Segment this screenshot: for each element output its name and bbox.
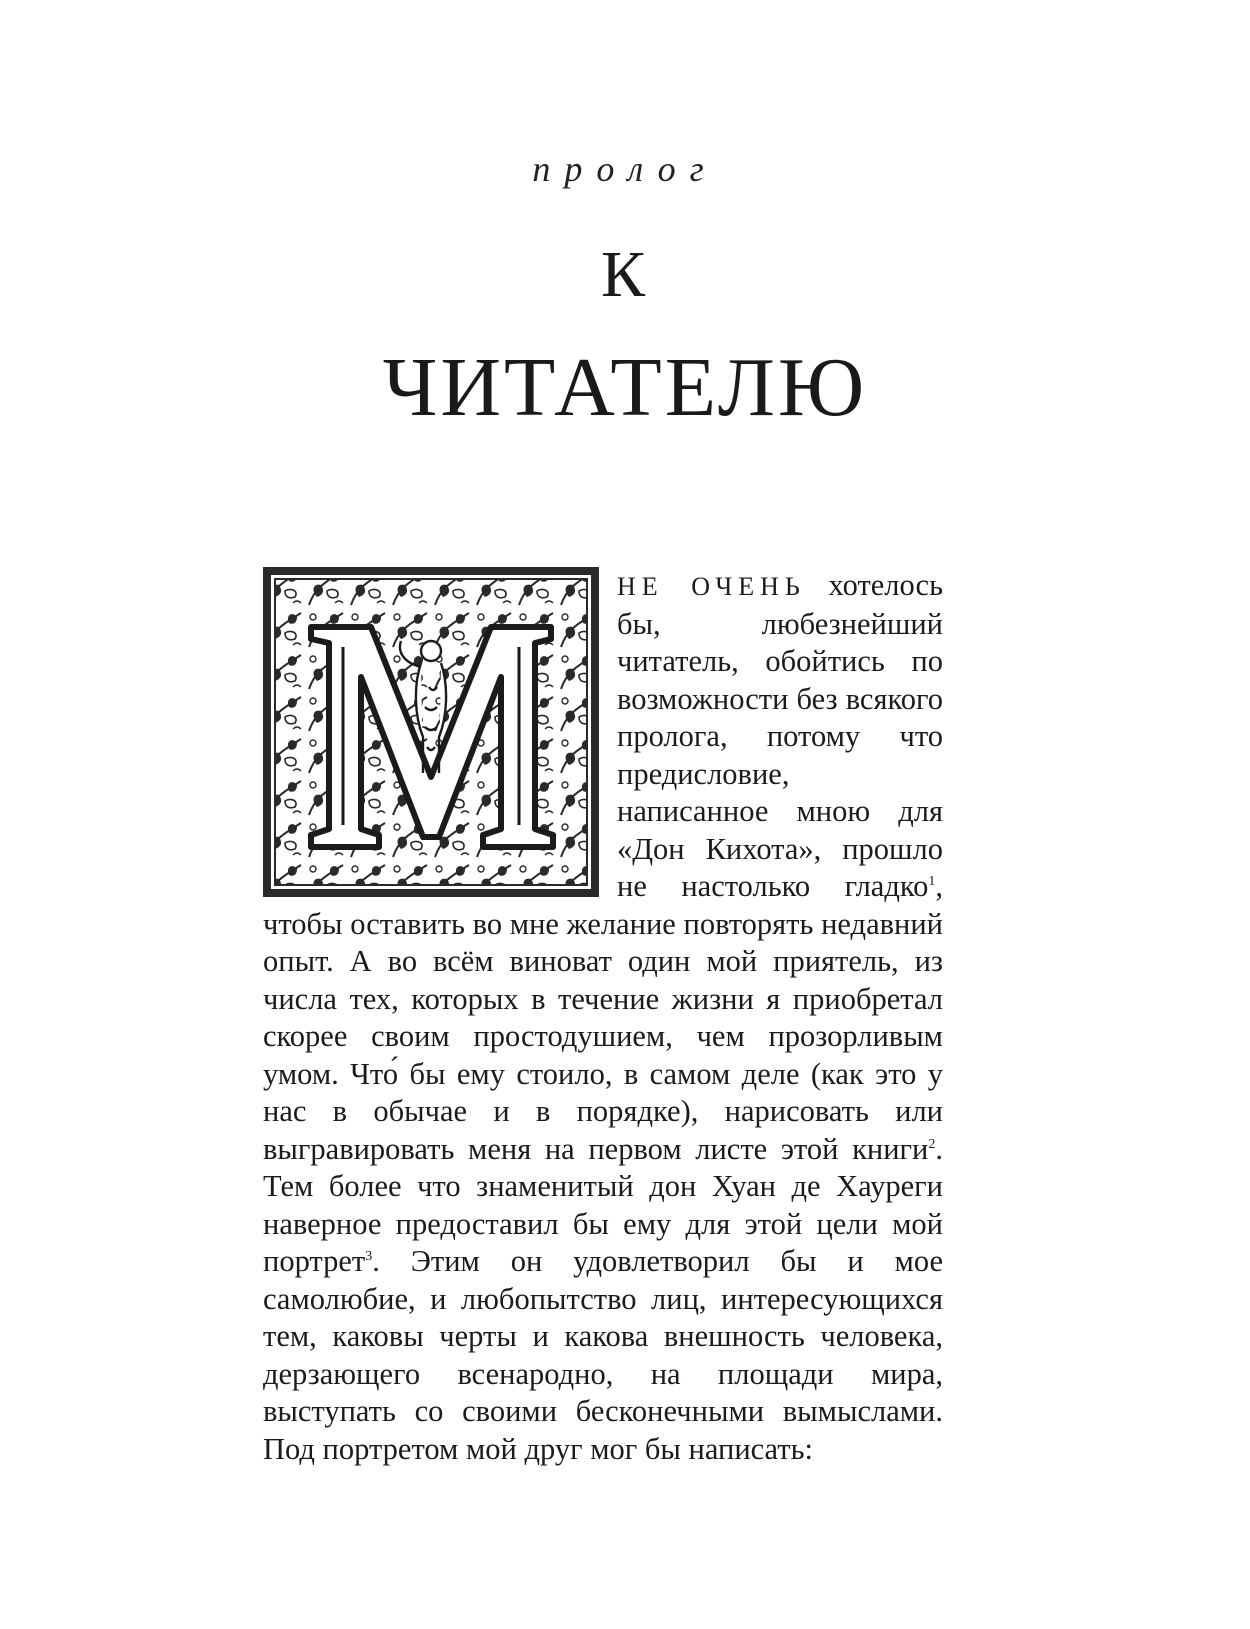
opening-small-caps: НЕ ОЧЕНЬ — [617, 572, 806, 601]
paragraph-segment-1: хотелось бы, любезнейший читатель, обойтись по возможности без всякого пролога, потому что предисловие, написанное мною для «Дон Кихота», прошло не настолько гладко — [617, 568, 943, 903]
ornamental-dropcap — [263, 567, 599, 897]
section-kicker: пролог — [532, 149, 718, 189]
ornamental-dropcap-icon — [263, 567, 599, 897]
footnote-marker-2: 2 — [928, 1136, 936, 1152]
chapter-title — [0, 238, 1250, 434]
footnote-marker-1: 1 — [928, 873, 936, 889]
prologue-text-block — [263, 567, 943, 1468]
chapter-title-line-1: К — [600, 238, 650, 311]
paragraph-segment-4: . Этим он удовлетворил бы и мое самолюбие, и любопытство лиц, интересующихся тем, каковы черты и какова внешность человека, дерзающего всенародно, на площади мира, выступать со своими бесконечными вымыслами. Под портретом мой друг мог бы написать: — [263, 1244, 943, 1466]
footnote-marker-3: 3 — [365, 1248, 373, 1264]
paragraph-segment-2: , чтобы оставить во мне желание повторять недавний опыт. А во всём виноват один мой приятель, из числа тех, которых в течение жизни я приобретал скорее своим простодушием, чем прозорливым умом. Что́ бы ему стоило, в самом деле (как это у нас в обычае и в порядке), нарисовать или выгравировать меня на первом листе этой книги — [263, 869, 943, 1166]
chapter-title-line-2: ЧИТАТЕЛЮ — [382, 341, 868, 434]
paragraph-segment-3: . Тем более что знаменитый дон Хуан де Хауреги наверное предоставил бы ему для этой цели мой портрет — [263, 1131, 943, 1278]
